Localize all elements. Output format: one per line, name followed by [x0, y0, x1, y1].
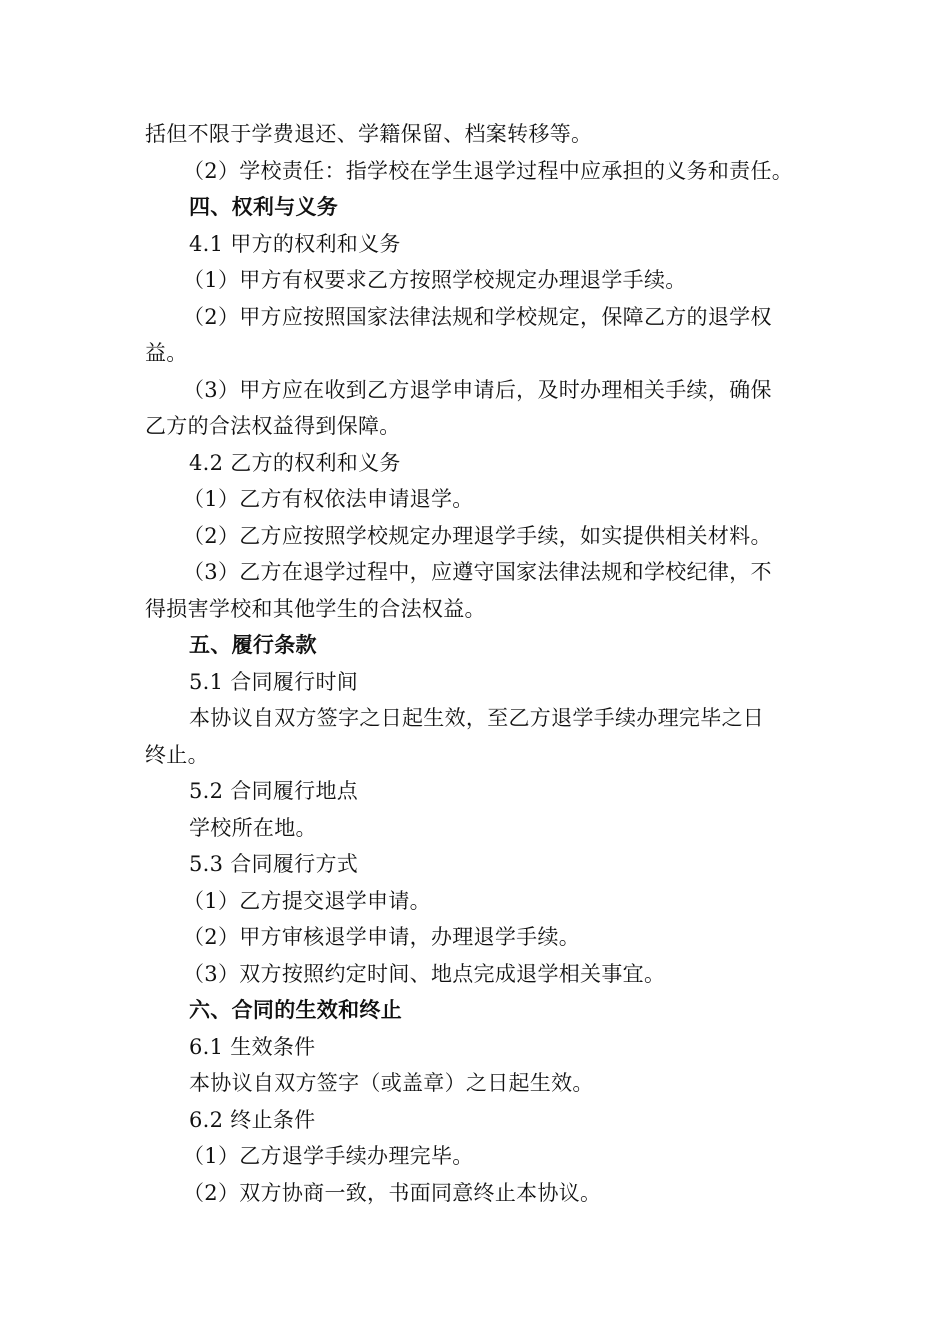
list-item: （2）甲方审核退学申请，办理退学手续。	[183, 925, 581, 949]
paragraph-line: 本协议自双方签字（或盖章）之日起生效。	[189, 1071, 594, 1095]
paragraph-line: 学校所在地。	[189, 815, 317, 840]
section-heading: 四、权利与义务	[189, 194, 339, 219]
list-item: （2）乙方应按照学校规定办理退学手续，如实提供相关材料。	[183, 523, 772, 548]
paragraph-line: 本协议自双方签字之日起生效，至乙方退学手续办理完毕之日	[189, 706, 765, 730]
list-item: （3）乙方在退学过程中，应遵守国家法律法规和学校纪律，不	[183, 560, 772, 584]
subsection-heading: 4.2 乙方的权利和义务	[189, 450, 401, 475]
paragraph-line: 得损害学校和其他学生的合法权益。	[145, 596, 486, 621]
subsection-heading: 5.2 合同履行地点	[189, 779, 359, 803]
subsection-heading: 6.1 生效条件	[189, 1034, 316, 1059]
list-item: （3）甲方应在收到乙方退学申请后，及时办理相关手续，确保	[183, 377, 772, 402]
paragraph-line: 括但不限于学费退还、学籍保留、档案转移等。	[145, 122, 593, 146]
subsection-heading: 5.1 合同履行时间	[189, 669, 359, 694]
paragraph-line: （2）学校责任：指学校在学生退学过程中应承担的义务和责任。	[183, 158, 794, 183]
subsection-heading: 6.2 终止条件	[189, 1107, 316, 1132]
subsection-heading: 5.3 合同履行方式	[189, 852, 359, 876]
list-item: （2）双方协商一致，书面同意终止本协议。	[183, 1180, 602, 1205]
document-page	[145, 116, 825, 1211]
list-item: （1）乙方有权依法申请退学。	[183, 487, 474, 511]
subsection-heading: 4.1 甲方的权利和义务	[189, 231, 401, 256]
section-heading: 六、合同的生效和终止	[189, 997, 402, 1022]
list-item: （3）双方按照约定时间、地点完成退学相关事宜。	[183, 961, 666, 986]
list-item: （1）甲方有权要求乙方按照学校规定办理退学手续。	[183, 268, 687, 292]
list-item: （1）乙方退学手续办理完毕。	[183, 1144, 474, 1168]
list-item: （2）甲方应按照国家法律法规和学校规定，保障乙方的退学权	[183, 304, 772, 329]
paragraph-line: 益。	[145, 341, 188, 365]
list-item: （1）乙方提交退学申请。	[183, 888, 431, 913]
paragraph-line: 终止。	[145, 742, 209, 767]
section-heading: 五、履行条款	[189, 632, 317, 657]
paragraph-line: 乙方的合法权益得到保障。	[145, 414, 401, 438]
